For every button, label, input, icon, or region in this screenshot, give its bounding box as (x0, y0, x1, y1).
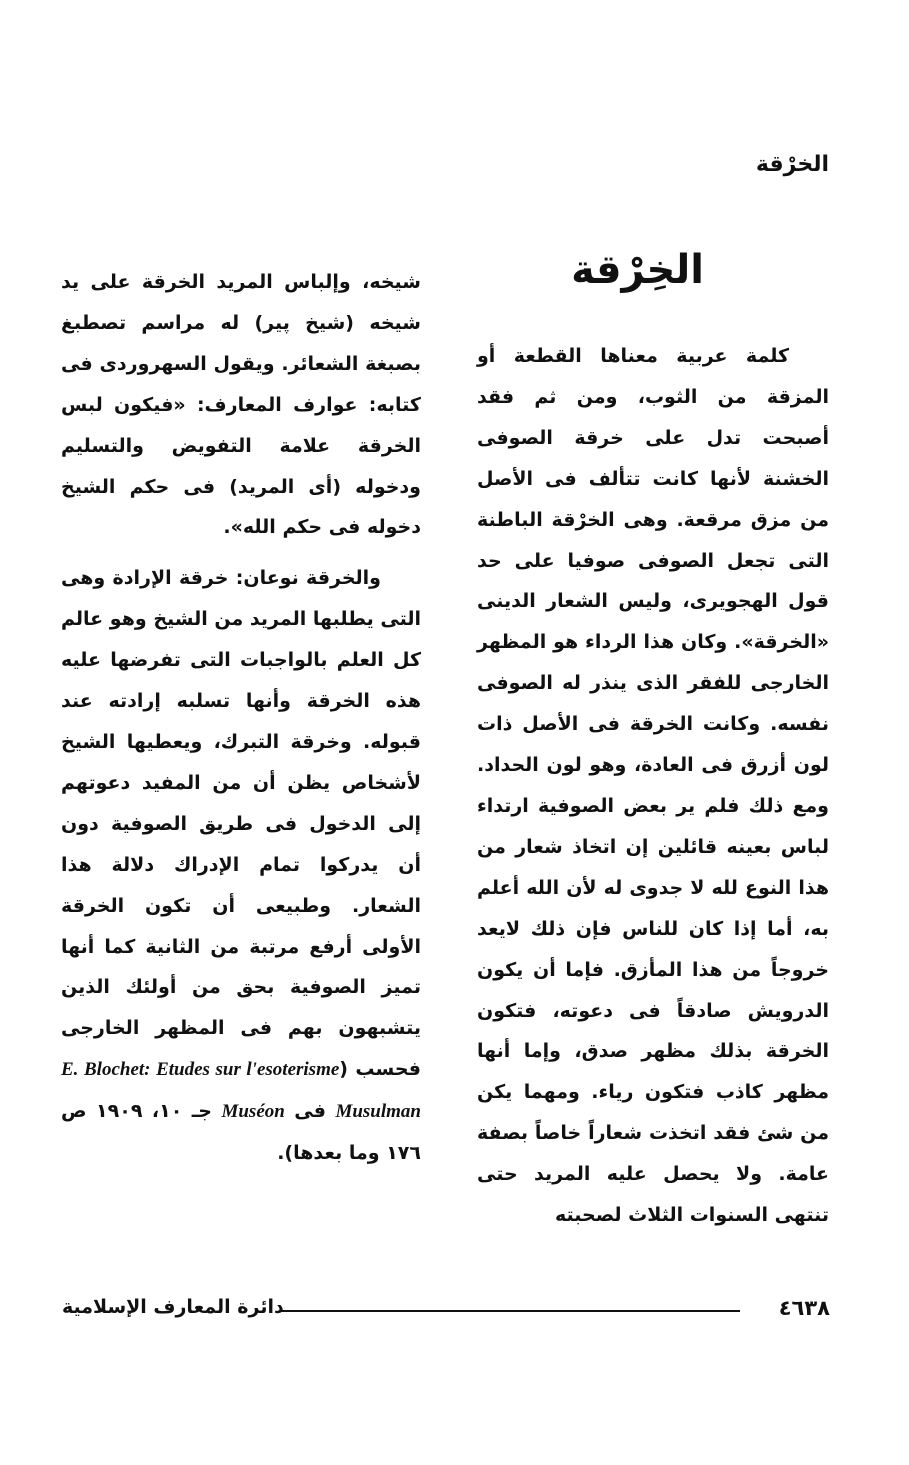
reference-title: Etudes sur l'esoterisme Musulman (156, 1059, 421, 1123)
left-column (61, 262, 421, 1174)
page-footer (62, 1296, 830, 1326)
paragraph: كلمة عربية معناها القطعة أو المزقة من الثوب، ومن ثم فقد أصبحت تدل على خرقة الصوفى الخشنة لأنها كانت تتألف فى الأصل من مزق مرقعة. وهى الخرْقة الباطنة التى تجعل الصوفى صوفيا على حد قول الهجويرى، وليس الشعار الدينى «الخرقة». وكان هذا الرداء هو المظهر الخارجى للفقر الذى ينذر له الصوفى نفسه. وكانت الخرقة فى الأصل ذات لون أزرق فى العادة، وهو لون الحداد. ومع ذلك فلم ير بعض الصوفية ارتداء لباس بعينه قائلين إن اتخاذ شعار من هذا النوع لله لا جدوى له لأن الله أعلم به، أما إذا كان للناس فإن ذلك لايعد خروجاً من هذا المأزق. فإما أن يكون الدرويش صادقاً فى دعوته، فتكون الخرقة بذلك مظهر صدق، وإما أنها مظهر كاذب فتكون رياء. ومهما يكن من شئ فقد اتخذت شعاراً خاصاً بصفة عامة. ولا يحصل عليه المريد حتى تنتهى السنوات الثلاث لصحبته (477, 345, 829, 1227)
footer-divider (280, 1310, 740, 1312)
reference-end: جـ ١٠، ١٩٠٩ ص ١٧٦ وما بعدها). (61, 1100, 421, 1165)
right-column (477, 336, 829, 1236)
reference-author: E. Blochet: (61, 1059, 157, 1081)
article-title: الخِرْقة (571, 247, 704, 293)
paragraph-text: والخرقة نوعان: خرقة الإرادة وهى التى يطلبها المريد من الشيخ وهو عالم كل العلم بالواجبات التى تفرضها عليه هذه الخرقة وأنها تسلبه إرادته عند قبوله. وخرقة التبرك، ويعطيها الشيخ لأشخاص يظن أن من المفيد دعوتهم إلى الدخول فى طريق الصوفية دون أن يدركوا تمام الإدراك دلالة هذا الشعار. وطبيعى أن تكون الخرقة الأولى أرفع مرتبة من الثانية كما أنها تميز الصوفية بحق من أولئك الذين يتشبهون بهم فى المظهر الخارجى فحسب ( (61, 567, 421, 1081)
page-number: ٤٦٣٨ (778, 1296, 830, 1320)
publication-name: دائرة المعارف الإسلامية (62, 1296, 284, 1318)
paragraph: شيخه، وإلباس المريد الخرقة على يد شيخه (شيخ پير) له مراسم تصطبغ بصبغة الشعائر. ويقول السهروردى فى كتابه: عوارف المعارف: «فيكون لبس الخرقة علامة التفويض والتسليم ودخوله (أى المريد) فى حكم الشيخ دخوله فى حكم الله». (61, 271, 421, 539)
reference-connector: فى (284, 1100, 336, 1123)
reference-journal: Muséon (221, 1101, 285, 1123)
running-head: الخرْقة (755, 152, 829, 177)
paragraph (61, 558, 421, 1174)
